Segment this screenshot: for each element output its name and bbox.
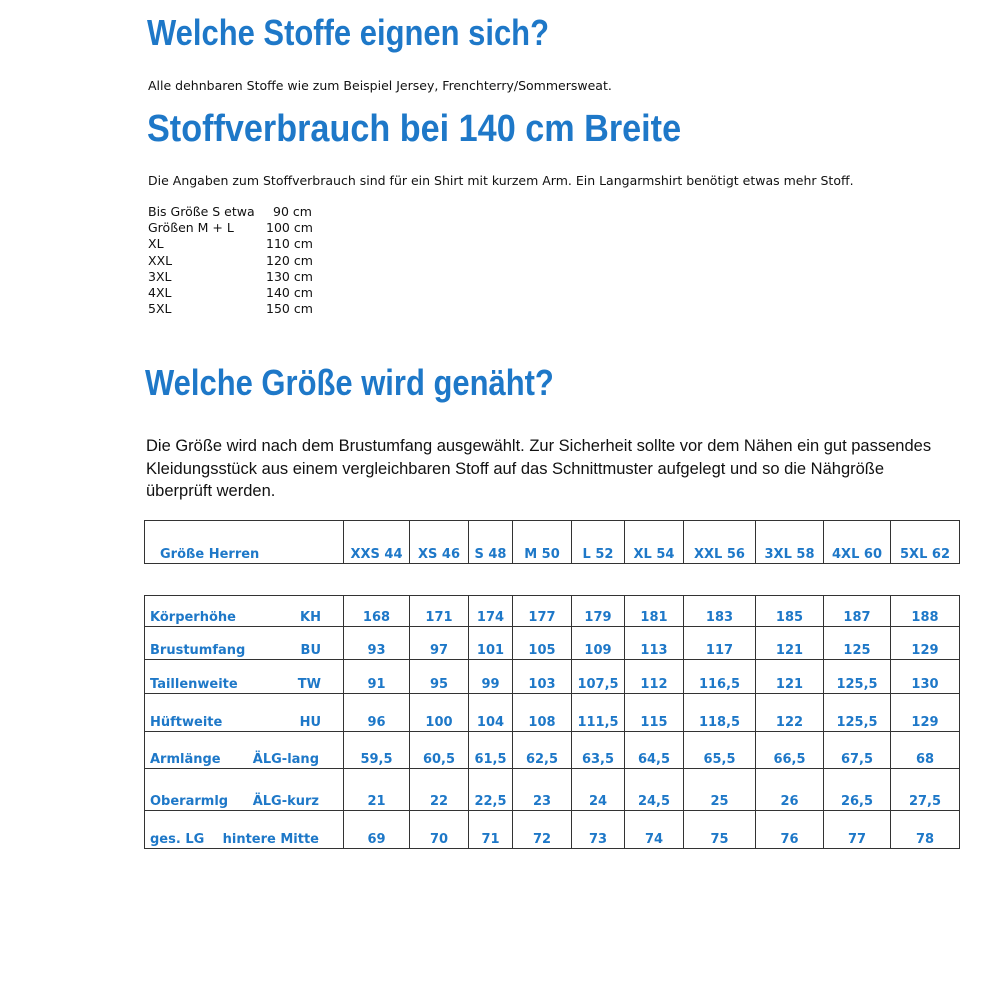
row-abbreviation: ÄLG-kurz <box>252 794 319 809</box>
table-cell: 116,5 <box>684 660 756 694</box>
table-cell: 64,5 <box>625 732 684 769</box>
table-cell: 95 <box>410 660 469 694</box>
table-row <box>145 769 960 811</box>
table-cell: 91 <box>344 660 410 694</box>
table-cell: 70 <box>410 811 469 849</box>
table-cell: 181 <box>625 596 684 627</box>
table-cell: 62,5 <box>513 732 572 769</box>
table-cell: 125,5 <box>824 694 891 732</box>
table-cell: 125,5 <box>824 660 891 694</box>
header-size: XXL 56 <box>684 521 756 564</box>
table-cell: 21 <box>344 769 410 811</box>
table-row <box>145 694 960 732</box>
usage-label: 5XL <box>148 301 172 317</box>
usage-label: Bis Größe S etwa <box>148 204 255 219</box>
table-cell: 73 <box>572 811 625 849</box>
header-size: M 50 <box>513 521 572 564</box>
row-label: Taillenweite <box>150 677 238 692</box>
table-cell: 23 <box>513 769 572 811</box>
table-cell: 168 <box>344 596 410 627</box>
table-cell: 66,5 <box>756 732 824 769</box>
table-cell: 121 <box>756 627 824 660</box>
table-row <box>145 627 960 660</box>
table-cell: 26 <box>756 769 824 811</box>
row-abbreviation: TW <box>297 677 321 692</box>
table-cell: 78 <box>891 811 960 849</box>
table-cell: 22 <box>410 769 469 811</box>
table-cell: 129 <box>891 694 960 732</box>
table-cell: 97 <box>410 627 469 660</box>
usage-label: Größen M + L <box>148 220 234 236</box>
row-label-cell <box>145 660 344 694</box>
table-cell: 24 <box>572 769 625 811</box>
usage-label: XXL <box>148 252 173 268</box>
size-table-body <box>144 595 960 849</box>
usage-value: 100 cm <box>266 220 313 236</box>
table-cell: 171 <box>410 596 469 627</box>
usage-value: 130 cm <box>266 268 313 284</box>
usage-value: 110 cm <box>266 236 313 252</box>
table-cell: 188 <box>891 596 960 627</box>
header-row <box>145 521 960 564</box>
table-cell: 179 <box>572 596 625 627</box>
usage-value: 150 cm <box>266 301 313 317</box>
table-cell: 27,5 <box>891 769 960 811</box>
table-cell: 107,5 <box>572 660 625 694</box>
table-cell: 104 <box>469 694 513 732</box>
usage-value: 90 cm <box>273 204 312 219</box>
table-cell: 103 <box>513 660 572 694</box>
row-label-cell <box>145 769 344 811</box>
row-abbreviation: hintere Mitte <box>222 832 319 847</box>
heading-fabric-usage: Stoffverbrauch bei 140 cm Breite <box>147 108 682 150</box>
usage-label: 4XL <box>148 284 172 300</box>
table-cell: 129 <box>891 627 960 660</box>
header-size-label: Größe Herren <box>145 521 344 564</box>
fabric-usage-text: Die Angaben zum Stoffverbrauch sind für ein Shirt mit kurzem Arm. Ein Langarmshirt benötigt etwas mehr Stoff. <box>148 173 854 188</box>
table-cell: 113 <box>625 627 684 660</box>
table-row <box>145 732 960 769</box>
row-label-cell <box>145 596 344 627</box>
table-cell: 77 <box>824 811 891 849</box>
table-cell: 59,5 <box>344 732 410 769</box>
table-cell: 26,5 <box>824 769 891 811</box>
header-size: L 52 <box>572 521 625 564</box>
table-cell: 71 <box>469 811 513 849</box>
header-size: XS 46 <box>410 521 469 564</box>
header-size: 4XL 60 <box>824 521 891 564</box>
table-cell: 125 <box>824 627 891 660</box>
row-label: Armlänge <box>150 752 221 767</box>
table-cell: 121 <box>756 660 824 694</box>
table-cell: 187 <box>824 596 891 627</box>
heading-size: Welche Größe wird genäht? <box>145 362 554 403</box>
table-cell: 68 <box>891 732 960 769</box>
table-cell: 100 <box>410 694 469 732</box>
row-label: Körperhöhe <box>150 610 236 625</box>
table-cell: 174 <box>469 596 513 627</box>
table-cell: 111,5 <box>572 694 625 732</box>
table-cell: 96 <box>344 694 410 732</box>
header-size: XXS 44 <box>344 521 410 564</box>
table-cell: 61,5 <box>469 732 513 769</box>
usage-label: XL <box>148 236 164 252</box>
row-label: Oberarmlg <box>150 794 229 809</box>
usage-label: 3XL <box>148 268 172 284</box>
table-cell: 105 <box>513 627 572 660</box>
header-size: 3XL 58 <box>756 521 824 564</box>
heading-fabrics: Welche Stoffe eignen sich? <box>147 12 549 53</box>
table-cell: 76 <box>756 811 824 849</box>
table-cell: 74 <box>625 811 684 849</box>
table-cell: 99 <box>469 660 513 694</box>
table-cell: 72 <box>513 811 572 849</box>
size-text: Die Größe wird nach dem Brustumfang ausgewählt. Zur Sicherheit sollte vor dem Nähen ein gut passendes Kleidungsstück aus einem vergleichbaren Stoff auf das Schnittmuster aufgelegt und so die Nähgröße überprüft werden. <box>146 437 932 500</box>
table-cell: 24,5 <box>625 769 684 811</box>
table-cell: 75 <box>684 811 756 849</box>
table-cell: 185 <box>756 596 824 627</box>
row-label-cell <box>145 732 344 769</box>
table-cell: 109 <box>572 627 625 660</box>
table-cell: 63,5 <box>572 732 625 769</box>
row-abbreviation: HU <box>299 715 321 730</box>
table-cell: 130 <box>891 660 960 694</box>
table-cell: 122 <box>756 694 824 732</box>
size-table-header <box>144 520 960 564</box>
table-row <box>145 660 960 694</box>
fabrics-text: Alle dehnbaren Stoffe wie zum Beispiel Jersey, Frenchterry/Sommersweat. <box>148 78 612 93</box>
table-cell: 69 <box>344 811 410 849</box>
table-cell: 22,5 <box>469 769 513 811</box>
table-cell: 183 <box>684 596 756 627</box>
row-abbreviation: BU <box>300 643 321 658</box>
table-cell: 93 <box>344 627 410 660</box>
table-row <box>145 596 960 627</box>
usage-value: 120 cm <box>266 252 313 268</box>
row-label: Hüftweite <box>150 715 223 730</box>
table-cell: 115 <box>625 694 684 732</box>
table-cell: 112 <box>625 660 684 694</box>
row-abbreviation: ÄLG-lang <box>252 752 319 767</box>
table-cell: 117 <box>684 627 756 660</box>
header-size: 5XL 62 <box>891 521 960 564</box>
usage-value: 140 cm <box>266 284 313 300</box>
row-label-cell <box>145 694 344 732</box>
table-cell: 65,5 <box>684 732 756 769</box>
table-cell: 108 <box>513 694 572 732</box>
table-cell: 60,5 <box>410 732 469 769</box>
row-abbreviation: KH <box>300 610 321 625</box>
header-size: XL 54 <box>625 521 684 564</box>
table-cell: 101 <box>469 627 513 660</box>
table-row <box>145 811 960 849</box>
row-label-cell <box>145 811 344 849</box>
row-label: Brustumfang <box>150 643 246 658</box>
row-label: ges. LG <box>150 832 205 847</box>
table-cell: 25 <box>684 769 756 811</box>
table-cell: 118,5 <box>684 694 756 732</box>
row-label-cell <box>145 627 344 660</box>
header-size: S 48 <box>469 521 513 564</box>
table-cell: 177 <box>513 596 572 627</box>
table-cell: 67,5 <box>824 732 891 769</box>
